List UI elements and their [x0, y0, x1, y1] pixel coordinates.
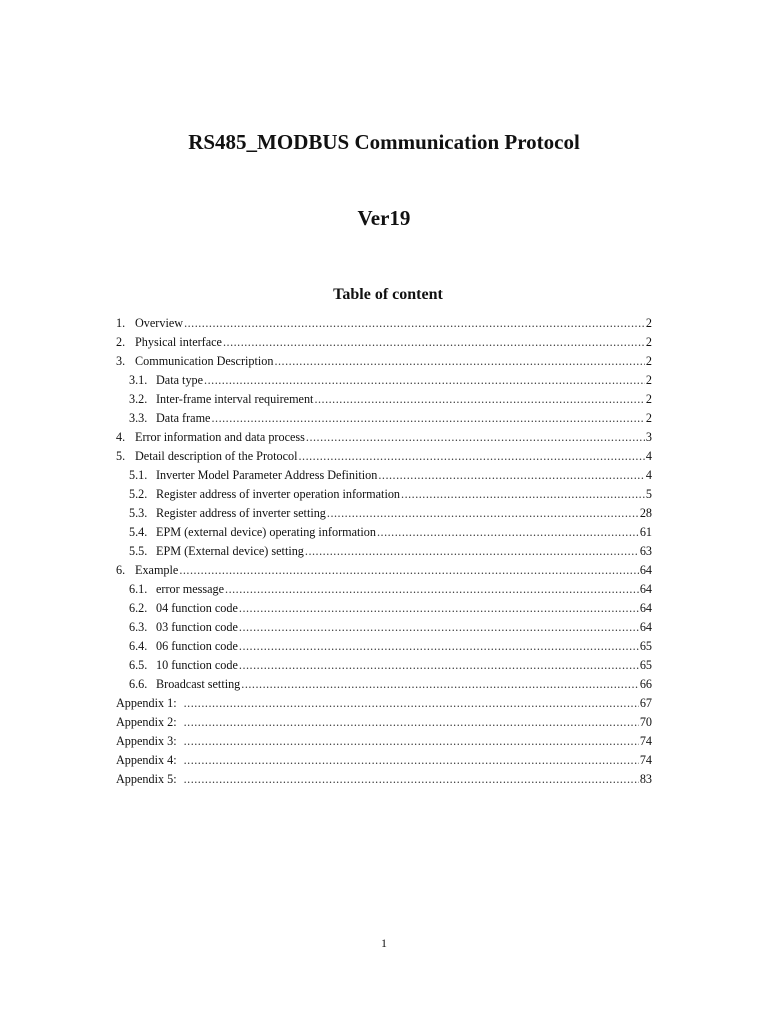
- toc-entry-page: 28: [639, 506, 652, 520]
- toc-entry[interactable]: [116, 409, 652, 428]
- toc-entry[interactable]: [116, 314, 652, 333]
- toc-entry[interactable]: [116, 713, 652, 732]
- toc-entry-number: 6.1.: [129, 582, 148, 596]
- toc-dot-leader: [298, 447, 644, 466]
- document-version: Ver19: [357, 206, 411, 230]
- toc-dot-leader: [239, 656, 639, 675]
- toc-entry-separator: :: [173, 715, 177, 729]
- toc-entry-number: 6.6.: [129, 677, 148, 691]
- toc-entry-page: 2: [645, 335, 652, 349]
- toc-entry[interactable]: [116, 523, 652, 542]
- toc-entry-title: error message: [156, 582, 225, 596]
- toc-entry-title: Data type: [156, 373, 204, 387]
- toc-dot-leader: [401, 485, 645, 504]
- toc-entry-title: Communication Description: [135, 354, 274, 368]
- toc-entry-page: 64: [639, 620, 652, 634]
- toc-dot-leader: [274, 352, 644, 371]
- toc-entry[interactable]: [116, 561, 652, 580]
- toc-entry-title: Example: [135, 563, 179, 577]
- page-number: 1: [381, 936, 387, 950]
- toc-entry[interactable]: [116, 447, 652, 466]
- toc-dot-leader: [314, 390, 644, 409]
- toc-entry-title: Register address of inverter setting: [156, 506, 326, 520]
- toc-entry-page: 2: [645, 392, 652, 406]
- toc-entry-number: 5.1.: [129, 468, 148, 482]
- toc-entry[interactable]: [116, 637, 652, 656]
- toc-entry-title: 06 function code: [156, 639, 238, 653]
- toc-entry-page: 65: [639, 658, 652, 672]
- toc-dot-leader: [327, 504, 639, 523]
- toc-entry-number: 5.2.: [129, 487, 148, 501]
- toc-dot-leader: [179, 561, 638, 580]
- toc-entry-title: Register address of inverter operation information: [156, 487, 401, 501]
- toc-entry-page: 2: [645, 411, 652, 425]
- toc-dot-leader: [184, 694, 639, 713]
- toc-entry-page: 74: [639, 753, 652, 767]
- toc-entry-page: 65: [639, 639, 652, 653]
- toc-entry-page: 5: [645, 487, 652, 501]
- toc-entry[interactable]: [116, 732, 652, 751]
- toc-entry-page: 3: [645, 430, 652, 444]
- toc-entry-number: 5.: [116, 449, 126, 463]
- toc-entry-title: Appendix 4: [116, 753, 174, 767]
- toc-entry-separator: :: [173, 753, 177, 767]
- toc-dot-leader: [306, 428, 645, 447]
- toc-entry[interactable]: [116, 542, 652, 561]
- toc-entry-page: 2: [645, 316, 652, 330]
- toc-entry[interactable]: [116, 770, 652, 789]
- toc-entry-title: Broadcast setting: [156, 677, 241, 691]
- toc-entry-page: 63: [639, 544, 652, 558]
- toc-entry[interactable]: [116, 694, 652, 713]
- toc-entry-number: 3.1.: [129, 373, 148, 387]
- toc-entry-separator: :: [173, 772, 177, 786]
- toc-entry-number: 5.5.: [129, 544, 148, 558]
- toc-entry[interactable]: [116, 390, 652, 409]
- toc-entry-page: 74: [639, 734, 652, 748]
- toc-entry[interactable]: [116, 656, 652, 675]
- toc-entry-title: Detail description of the Protocol: [135, 449, 298, 463]
- toc-entry-page: 70: [639, 715, 652, 729]
- toc-entry-title: EPM (external device) operating information: [156, 525, 376, 539]
- toc-entry[interactable]: [116, 580, 652, 599]
- toc-heading: Table of content: [333, 286, 443, 303]
- toc-entry[interactable]: [116, 504, 652, 523]
- toc-entry-page: 64: [639, 601, 652, 615]
- toc-dot-leader: [204, 371, 645, 390]
- toc-entry-page: 64: [639, 582, 652, 596]
- toc-entry-title: Appendix 1: [116, 696, 174, 710]
- toc-entry-number: 1.: [116, 316, 126, 330]
- toc-entry-title: Appendix 2: [116, 715, 174, 729]
- toc-dot-leader: [305, 542, 639, 561]
- toc-entry-number: 5.3.: [129, 506, 148, 520]
- toc-entry-number: 3.: [116, 354, 126, 368]
- toc-dot-leader: [239, 618, 639, 637]
- toc-dot-leader: [211, 409, 644, 428]
- toc-entry-title: Overview: [135, 316, 184, 330]
- toc-entry[interactable]: [116, 333, 652, 352]
- toc-entry[interactable]: [116, 675, 652, 694]
- toc-dot-leader: [184, 770, 639, 789]
- toc-entry-title: Physical interface: [135, 335, 222, 349]
- toc-entry-number: 3.3.: [129, 411, 148, 425]
- toc-dot-leader: [184, 713, 639, 732]
- toc-entry[interactable]: [116, 371, 652, 390]
- toc-entry-number: 3.2.: [129, 392, 148, 406]
- toc-entry[interactable]: [116, 751, 652, 770]
- toc-entry-number: 6.2.: [129, 601, 148, 615]
- toc-entry-page: 61: [639, 525, 652, 539]
- toc-entry[interactable]: [116, 485, 652, 504]
- toc-entry[interactable]: [116, 466, 652, 485]
- toc-dot-leader: [223, 333, 645, 352]
- toc-entry-page: 83: [639, 772, 652, 786]
- toc-entry-number: 6.5.: [129, 658, 148, 672]
- toc-dot-leader: [225, 580, 639, 599]
- toc-entry-page: 4: [645, 468, 652, 482]
- toc-entry-page: 64: [639, 563, 652, 577]
- toc-dot-leader: [241, 675, 639, 694]
- toc-entry-number: 4.: [116, 430, 126, 444]
- toc-dot-leader: [377, 523, 639, 542]
- toc-entry-title: 10 function code: [156, 658, 238, 672]
- toc-dot-leader: [184, 314, 645, 333]
- toc-dot-leader: [184, 751, 639, 770]
- toc-entry[interactable]: [116, 599, 652, 618]
- toc-entry-number: 5.4.: [129, 525, 148, 539]
- toc-dot-leader: [184, 732, 639, 751]
- toc-entry-page: 66: [639, 677, 652, 691]
- table-of-contents: [116, 314, 652, 789]
- toc-dot-leader: [239, 599, 639, 618]
- toc-dot-leader: [239, 637, 639, 656]
- toc-entry[interactable]: [116, 618, 652, 637]
- document-title: RS485_MODBUS Communication Protocol: [188, 130, 580, 154]
- toc-entry-title: Appendix 5: [116, 772, 174, 786]
- toc-entry-separator: :: [173, 696, 177, 710]
- toc-entry-page: 4: [645, 449, 652, 463]
- toc-entry-title: EPM (External device) setting: [156, 544, 304, 558]
- toc-entry-number: 6.4.: [129, 639, 148, 653]
- toc-entry-number: 6.: [116, 563, 126, 577]
- toc-entry-title: 03 function code: [156, 620, 238, 634]
- toc-entry-title: Inverter Model Parameter Address Definition: [156, 468, 378, 482]
- toc-entry-title: Inter-frame interval requirement: [156, 392, 314, 406]
- toc-entry-title: Appendix 3: [116, 734, 174, 748]
- toc-entry-number: 2.: [116, 335, 126, 349]
- toc-entry-title: 04 function code: [156, 601, 238, 615]
- toc-entry-separator: :: [173, 734, 177, 748]
- toc-entry-title: Error information and data process: [135, 430, 305, 444]
- toc-entry-title: Data frame: [156, 411, 211, 425]
- toc-entry-page: 2: [645, 373, 652, 387]
- toc-entry-number: 6.3.: [129, 620, 148, 634]
- toc-entry[interactable]: [116, 352, 652, 371]
- toc-dot-leader: [378, 466, 645, 485]
- toc-entry-page: 2: [645, 354, 652, 368]
- toc-entry-page: 67: [639, 696, 652, 710]
- toc-entry[interactable]: [116, 428, 652, 447]
